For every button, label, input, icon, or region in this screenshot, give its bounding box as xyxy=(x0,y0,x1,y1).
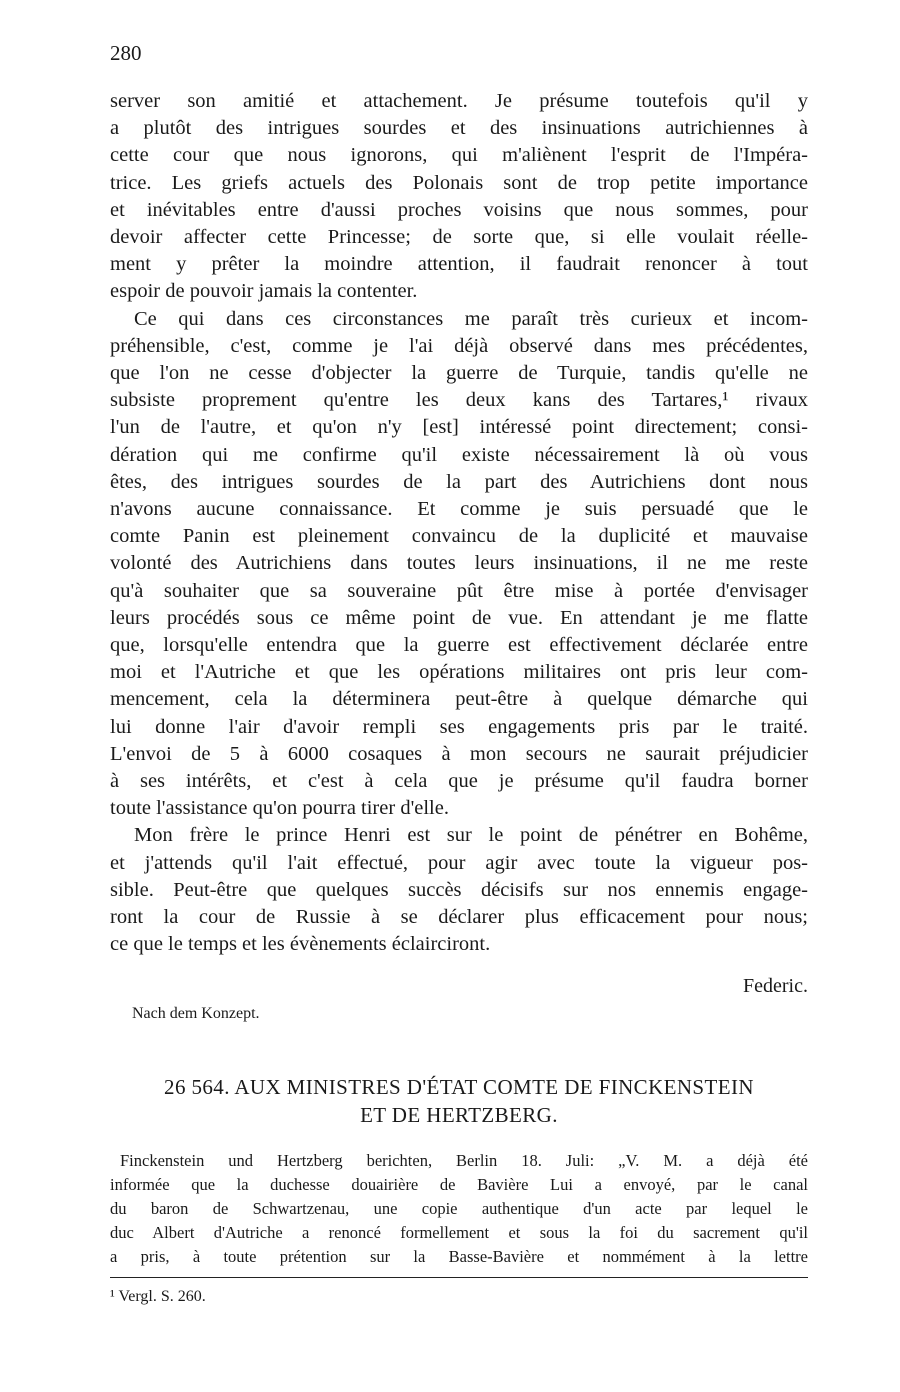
footnote-divider xyxy=(110,1277,808,1278)
heading-line-1: 26 564. AUX MINISTRES D'ÉTAT COMTE DE FINCKENSTEIN xyxy=(164,1074,754,1099)
paragraph-1 xyxy=(110,88,808,306)
footnote: ¹ Vergl. S. 260. xyxy=(110,1287,206,1305)
summary-line: du baron de Schwartzenau, une copie authentique d'un acte par lequel le xyxy=(110,1198,808,1218)
text-line: leurs procédés sous ce même point de vue. En attendant je me flatte xyxy=(110,606,808,629)
text-line: êtes, des intrigues sourdes de la part des Autrichiens dont nous xyxy=(110,470,808,493)
text-line: toute l'assistance qu'on pourra tirer d'elle. xyxy=(110,797,449,820)
signature: Federic. xyxy=(743,974,808,997)
page-number: 280 xyxy=(110,41,142,65)
text-line: que, lorsqu'elle entendra que la guerre est effectivement déclarée entre xyxy=(110,634,808,657)
text-line: ront la cour de Russie à se déclarer plus efficacement pour nous; xyxy=(110,906,808,929)
text-line: volonté des Autrichiens dans toutes leurs insinuations, il ne me reste xyxy=(110,552,808,575)
text-line: devoir affecter cette Princesse; de sorte que, si elle voulait réelle- xyxy=(110,226,808,249)
editorial-summary xyxy=(110,1149,808,1269)
text-line: à ses intérêts, et c'est à cela que je présume qu'il faudra borner xyxy=(110,770,808,793)
text-line: L'envoi de 5 à 6000 cosaques à mon secours ne saurait préjudicier xyxy=(110,742,808,765)
text-line: server son amitié et attachement. Je présume toutefois qu'il y xyxy=(110,90,808,112)
letter-body xyxy=(110,88,808,959)
summary-line: Finckenstein und Hertzberg berichten, Berlin 18. Juli: „V. M. a déjà été xyxy=(120,1150,808,1170)
text-line: que l'on ne cesse d'objecter la guerre de Turquie, tandis qu'elle ne xyxy=(110,362,808,385)
paragraph-3 xyxy=(110,822,808,958)
document-heading xyxy=(110,1073,808,1129)
paragraph-2 xyxy=(110,306,808,823)
text-line: a plutôt des intrigues sourdes et des insinuations autrichiennes à xyxy=(110,117,808,140)
summary-line: duc Albert d'Autriche a renoncé formellement et sous la foi du sacrement qu'il xyxy=(110,1222,808,1242)
text-line: espoir de pouvoir jamais la contenter. xyxy=(110,280,418,303)
text-line: trice. Les griefs actuels des Polonais sont de trop petite importance xyxy=(110,171,808,194)
text-line: et inévitables entre d'aussi proches voisins que nous sommes, pour xyxy=(110,198,808,221)
text-line: comte Panin est pleinement convaincu de la duplicité et mauvaise xyxy=(110,525,808,548)
text-line: moi et l'Autriche et que les opérations militaires ont pris leur com- xyxy=(110,661,808,684)
text-line: lui donne l'air d'avoir rempli ses engagements pris par le traité. xyxy=(110,715,808,738)
source-note: Nach dem Konzept. xyxy=(132,1004,260,1022)
text-line: Mon frère le prince Henri est sur le point de pénétrer en Bohême, xyxy=(134,824,808,847)
document-page xyxy=(110,38,808,1308)
text-line: n'avons aucune connaissance. Et comme je suis persuadé que le xyxy=(110,498,808,521)
text-line: mencement, cela la déterminera peut-être à quelque démarche qui xyxy=(110,688,808,711)
text-line: subsiste proprement qu'entre les deux kans des Tartares,¹ rivaux xyxy=(110,389,808,412)
text-line: préhensible, c'est, comme je l'ai déjà observé dans mes précédentes, xyxy=(110,334,808,357)
text-line: ce que le temps et les évènements éclairciront. xyxy=(110,933,491,956)
text-line: et j'attends qu'il l'ait effectué, pour agir avec toute la vigueur pos- xyxy=(110,851,808,874)
text-line: ment y prêter la moindre attention, il faudrait renoncer à tout xyxy=(110,253,808,276)
summary-line: a pris, à toute prétention sur la Basse-Bavière et nommément à la lettre xyxy=(110,1246,808,1266)
text-line: l'un de l'autre, et qu'on n'y [est] intéressé point directement; consi- xyxy=(110,416,808,439)
text-line: qu'à souhaiter que sa souveraine pût être mise à portée d'envisager xyxy=(110,579,808,602)
text-line: sible. Peut-être que quelques succès décisifs sur nos ennemis engage- xyxy=(110,878,808,901)
text-line: Ce qui dans ces circonstances me paraît très curieux et incom- xyxy=(134,307,808,330)
heading-line-2: ET DE HERTZBERG. xyxy=(360,1102,558,1127)
text-line: cette cour que nous ignorons, qui m'aliènent l'esprit de l'Impéra- xyxy=(110,144,808,167)
text-line: dération qui me confirme qu'il existe nécessairement là où vous xyxy=(110,443,808,466)
summary-line: informée que la duchesse douairière de Bavière Lui a envoyé, par le canal xyxy=(110,1174,808,1194)
